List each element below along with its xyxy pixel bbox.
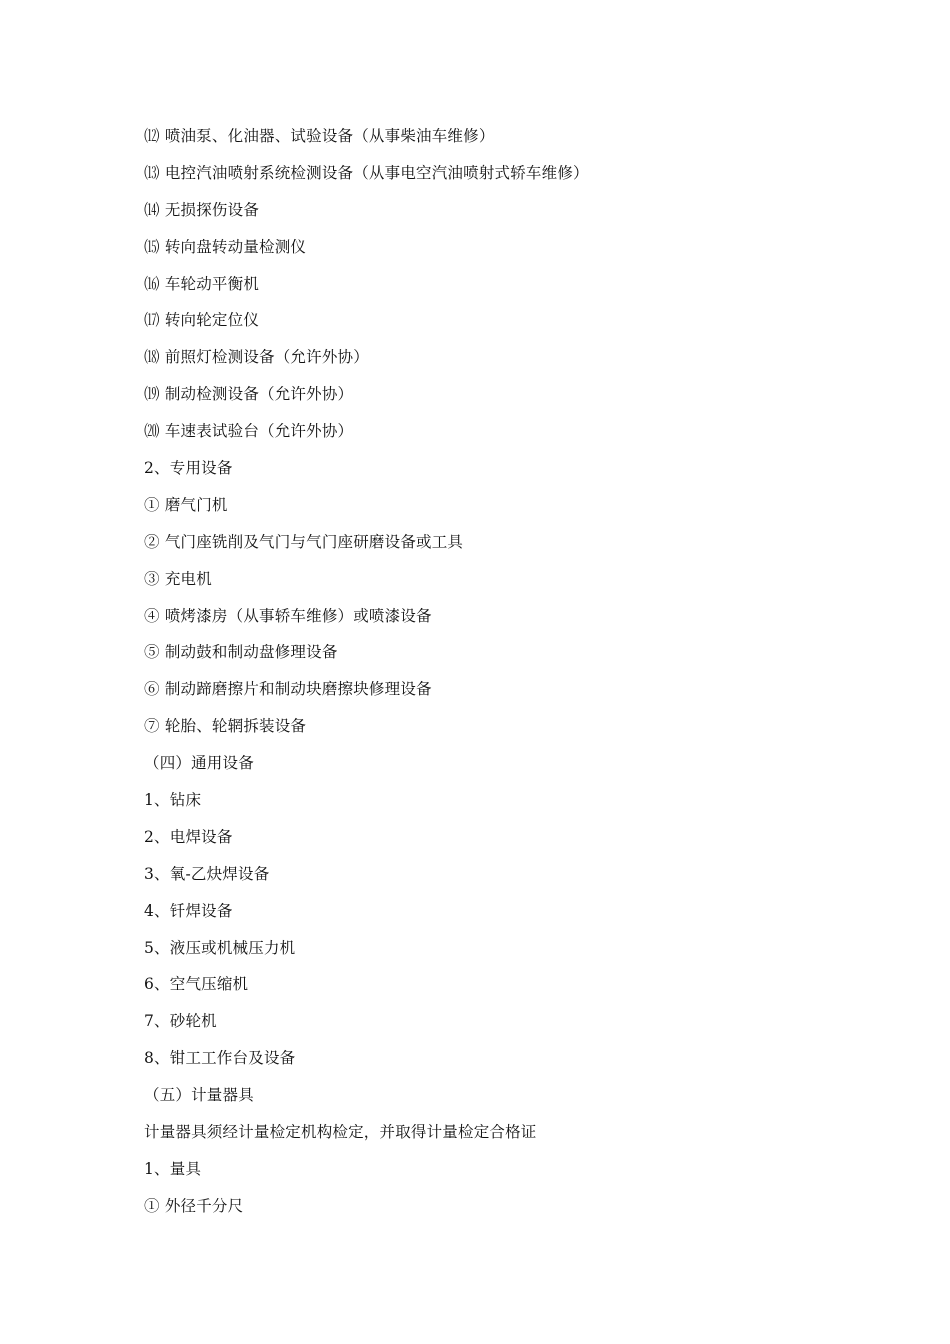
text-line: ⒃ 车轮动平衡机: [144, 274, 260, 293]
section-heading: 1、量具: [144, 1159, 202, 1178]
text-line: 6、空气压缩机: [144, 975, 249, 994]
text-line: 8、钳工工作台及设备: [144, 1049, 296, 1068]
text-line: ⒆ 制动检测设备（允许外协）: [144, 385, 354, 404]
text-line: 计量器具须经计量检定机构检定，并取得计量检定合格证: [144, 1123, 537, 1142]
text-line: ⑦ 轮胎、轮辋拆装设备: [144, 717, 307, 736]
document-body: [144, 124, 804, 1231]
text-line: ⒂ 转向盘转动量检测仪: [144, 237, 307, 256]
text-line: 4、钎焊设备: [144, 901, 233, 920]
section-heading: 2、专用设备: [144, 459, 233, 478]
text-line: 7、砂轮机: [144, 1012, 217, 1031]
text-line: 3、氧-乙炔焊设备: [144, 864, 270, 883]
text-line: ① 磨气门机: [144, 495, 228, 514]
text-line: ⒄ 转向轮定位仪: [144, 311, 260, 330]
text-line: 5、液压或机械压力机: [144, 938, 296, 957]
text-line: ⒅ 前照灯检测设备（允许外协）: [144, 348, 369, 367]
text-line: ⑤ 制动鼓和制动盘修理设备: [144, 643, 338, 662]
text-line: ⒀ 电控汽油喷射系统检测设备（从事电空汽油喷射式轿车维修）: [144, 163, 589, 182]
text-line: ② 气门座铣削及气门与气门座研磨设备或工具: [144, 532, 464, 551]
text-line: ⑿ 喷油泵、化油器、试验设备（从事柴油车维修）: [144, 127, 495, 145]
section-heading: （五）计量器具: [144, 1086, 254, 1105]
section-heading: （四）通用设备: [144, 754, 254, 773]
text-line: ⒇ 车速表试验台（允许外协）: [144, 422, 354, 441]
text-line: ⒁ 无损探伤设备: [144, 200, 260, 219]
text-line: ③ 充电机: [144, 569, 212, 588]
text-line: 1、钻床: [144, 791, 202, 810]
text-line: ⑥ 制动蹄磨擦片和制动块磨擦块修理设备: [144, 680, 432, 699]
text-line: ① 外径千分尺: [144, 1196, 244, 1215]
text-line: 2、电焊设备: [144, 827, 233, 846]
text-line: ④ 喷烤漆房（从事轿车维修）或喷漆设备: [144, 606, 432, 625]
